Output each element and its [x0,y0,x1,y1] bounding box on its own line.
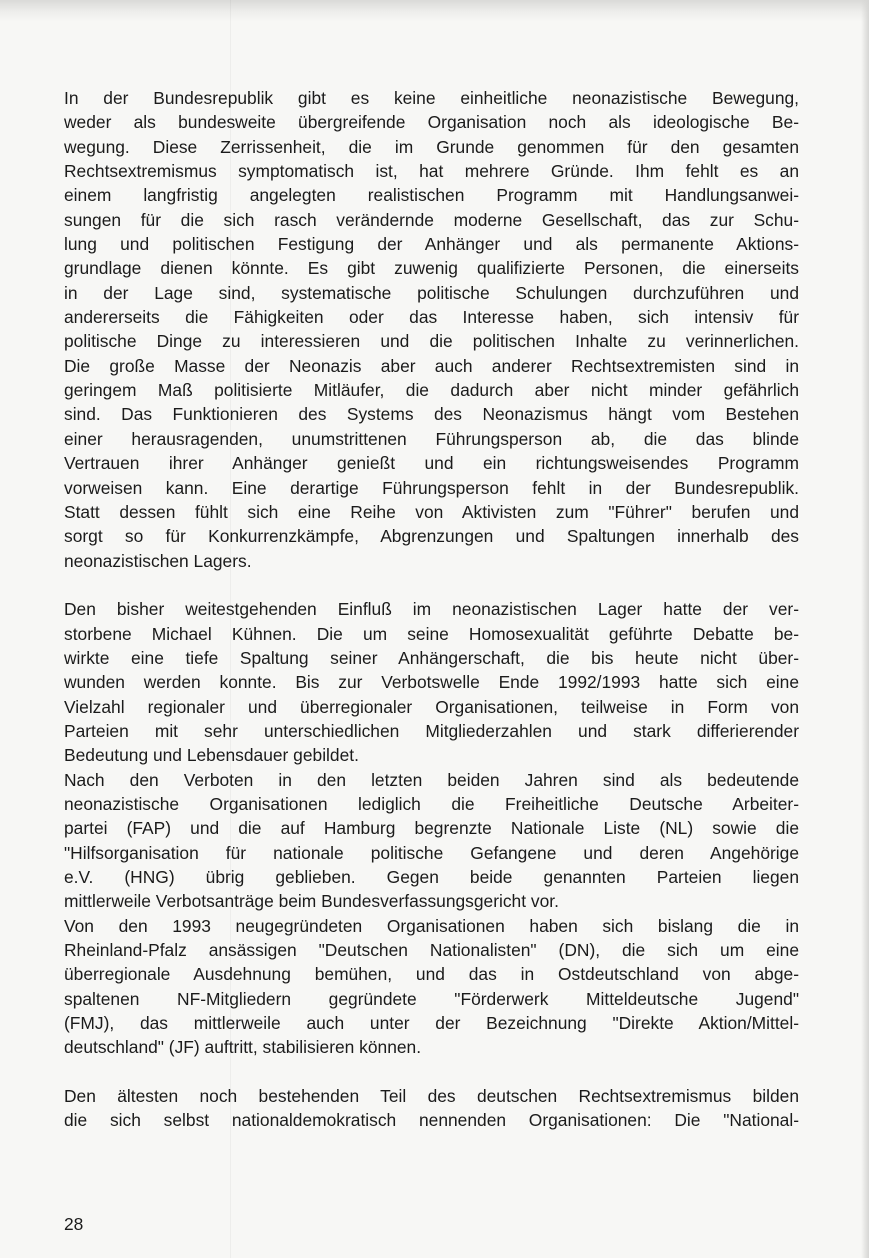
text-line: wunden werden konnte. Bis zur Verbotswelle Ende 1992/1993 hatte sich eine [64,672,799,693]
text-line: wirkte eine tiefe Spaltung seiner Anhängerschaft, die bis heute nicht über- [64,647,799,668]
text-line: storbene Michael Kühnen. Die um seine Homosexualität geführte Debatte be- [64,623,799,644]
text-line: spaltenen NF-Mitgliedern gegründete "Förderwerk Mitteldeutsche Jugend" [64,988,799,1009]
text-line: Parteien mit sehr unterschiedlichen Mitgliederzahlen und stark differierender [64,720,799,741]
text-line: geringem Maß politisierte Mitläufer, die dadurch aber nicht minder gefährlich [64,380,799,401]
paragraph-2 [64,597,799,767]
text-line: sind. Das Funktionieren des Systems des Neonazismus hängt vom Bestehen [64,404,799,425]
paragraph-1 [64,86,799,573]
text-line: In der Bundesrepublik gibt es keine einheitliche neonazistische Bewegung, [64,88,799,108]
text-line: Bedeutung und Lebensdauer gebildet. [64,745,359,766]
text-line: wegung. Diese Zerrissenheit, die im Grunde genommen für den gesamten [64,136,799,157]
text-line: Den bisher weitestgehenden Einfluß im neonazistischen Lager hatte der ver- [64,599,799,620]
text-line: die sich selbst nationaldemokratisch nennenden Organisationen: Die "National- [64,1110,799,1131]
scan-right-edge [861,0,869,1258]
text-line: Statt dessen fühlt sich eine Reihe von Aktivisten zum "Führer" berufen und [64,501,799,522]
body-text [64,86,799,1133]
paragraph-gap [64,1060,799,1084]
text-line: "Hilfsorganisation für nationale politische Gefangene und deren Angehörige [64,842,799,863]
text-line: Rechtsextremismus symptomatisch ist, hat mehrere Gründe. Ihm fehlt es an [64,161,799,182]
text-line: in der Lage sind, systematische politische Schulungen durchzuführen und [64,282,799,303]
text-line: neonazistischen Lagers. [64,550,252,571]
text-line: (FMJ), das mittlerweile auch unter der Bezeichnung "Direkte Aktion/Mittel- [64,1013,799,1034]
text-line: weder als bundesweite übergreifende Organisation noch als ideologische Be- [64,112,799,133]
text-line: sungen für die sich rasch verändernde moderne Gesellschaft, das zur Schu- [64,209,799,230]
text-line: deutschland" (JF) auftritt, stabilisieren können. [64,1037,422,1058]
text-line: neonazistische Organisationen lediglich die Freiheitliche Deutsche Arbeiter- [64,793,799,814]
paragraph-gap [64,573,799,597]
text-line: grundlage dienen könnte. Es gibt zuwenig qualifizierte Personen, die einerseits [64,258,799,279]
paragraph-4 [64,914,799,1060]
text-line: mittlerweile Verbotsanträge beim Bundesverfassungsgericht vor. [64,891,559,912]
page-number: 28 [64,1214,84,1234]
text-line: sorgt so für Konkurrenzkämpfe, Abgrenzungen und Spaltungen innerhalb des [64,526,799,547]
text-line: einer herausragenden, unumstrittenen Führungsperson ab, die das blinde [64,428,799,449]
text-line: Den ältesten noch bestehenden Teil des deutschen Rechtsextremismus bilden [64,1086,799,1107]
paragraph-5 [64,1084,799,1133]
text-line: lung und politischen Festigung der Anhänger und als permanente Aktions- [64,234,799,255]
scan-top-edge [0,0,869,22]
text-line: andererseits die Fähigkeiten oder das Interesse haben, sich intensiv für [64,307,799,328]
text-line: Die große Masse der Neonazis aber auch anderer Rechtsextremisten sind in [64,355,799,376]
text-line: einem langfristig angelegten realistischen Programm mit Handlungsanwei- [64,185,799,206]
text-line: Vielzahl regionaler und überregionaler Organisationen, teilweise in Form von [64,696,799,717]
text-line: partei (FAP) und die auf Hamburg begrenzte Nationale Liste (NL) sowie die [64,818,799,839]
text-line: Nach den Verboten in den letzten beiden Jahren sind als bedeutende [64,769,799,790]
paragraph-3 [64,768,799,914]
text-line: vorweisen kann. Eine derartige Führungsperson fehlt in der Bundesrepublik. [64,477,799,498]
text-line: e.V. (HNG) übrig geblieben. Gegen beide genannten Parteien liegen [64,867,799,887]
text-line: Rheinland-Pfalz ansässigen "Deutschen Nationalisten" (DN), die sich um eine [64,940,799,961]
text-line: Von den 1993 neugegründeten Organisationen haben sich bislang die in [64,915,799,936]
text-line: Vertrauen ihrer Anhänger genießt und ein richtungsweisendes Programm [64,453,799,474]
text-line: politische Dinge zu interessieren und die politischen Inhalte zu verinnerlichen. [64,331,799,352]
text-line: überregionale Ausdehnung bemühen, und das in Ostdeutschland von abge- [64,964,799,985]
